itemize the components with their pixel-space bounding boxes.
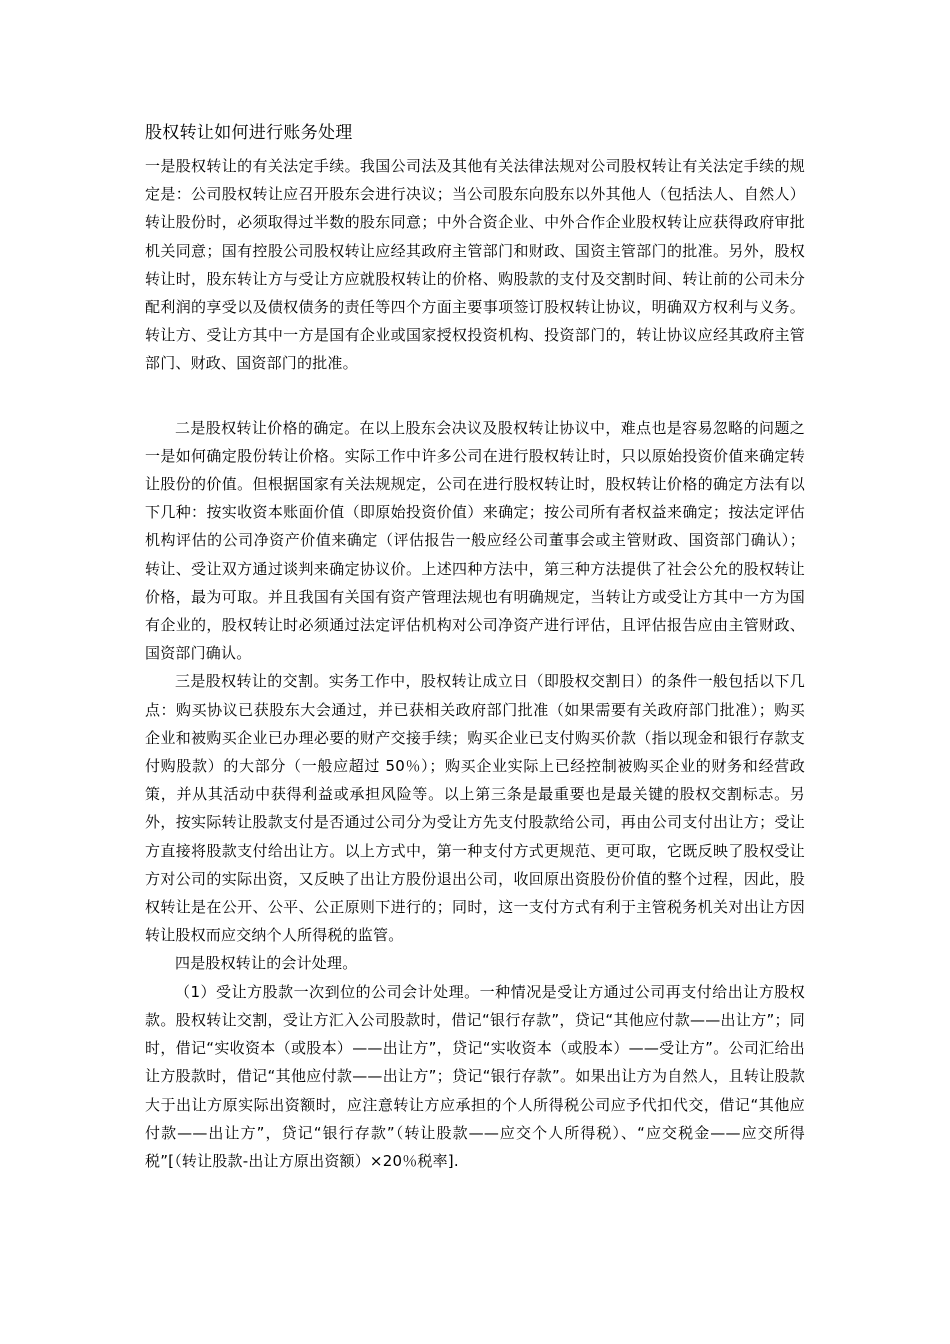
paragraph-legal-procedures: 一是股权转让的有关法定手续。我国公司法及其他有关法律法规对公司股权转让有关法定手续的规定是：公司股权转让应召开股东会进行决议；当公司股东向股东以外其他人（包括法人、自然人）转让股份时，必须取得过半数的股东同意；中外合资企业、中外合作企业股权转让应获得政府审批机关同意；国有控股公司股权转让应经其政府主管部门和财政、国资主管部门的批准。另外，股权转让时，股东转让方与受让方应就股权转让的价格、购股款的支付及交割时间、转让前的公司未分配利润的享受以及债权债务的责任等四个方面主要事项签订股权转让协议，明确双方权利与义务。转让方、受让方其中一方是国有企业或国家授权投资机构、投资部门的，转让协议应经其政府主管部门、财政、国资部门的批准。 [145, 157, 805, 373]
paragraph-delivery: 三是股权转让的交割。实务工作中，股权转让成立日（即股权交割日）的条件一般包括以下几点：购买协议已获股东大会通过，并已获相关政府部门批准（如果需要有关政府部门批准）；购买企业和被购买企业已办理必要的财产交接手续；购买企业已支付购买价款（指以现金和银行存款支付购股款）的大部分（一般应超过 50％）；购买企业实际上已经控制被购买企业的财务和经营政策，并从其活动中获得利益或承担风险等。以上第三条是最重要也是最关键的股权交割标志。另外，按实际转让股款支付是否通过公司分为受让方先支付股款给公司，再由公司支付出让方；受让方直接将股款支付给出让方。以上方式中，第一种支付方式更规范、更可取，它既反映了股权受让方对公司的实际出资，又反映了出让方股份退出公司，收回原出资股份价值的整个过程，因此，股权转让是在公开、公平、公正原则下进行的；同时，这一支付方式有利于主管税务机关对出让方因转让股权而应交纳个人所得税的监管。 [145, 672, 805, 945]
document-title: 股权转让如何进行账务处理 [145, 123, 353, 143]
document-page [145, 118, 805, 1175]
paragraph-accounting-case-1: （1）受让方股款一次到位的公司会计处理。一种情况是受让方通过公司再支付给出让方股权款。股权转让交割，受让方汇入公司股款时，借记“银行存款”，贷记“其他应付款——出让方”；同时，借记“实收资本（或股本）——出让方”，贷记“实收资本（或股本）——受让方”。公司汇给出让方股款时，借记“其他应付款——出让方”；贷记“银行存款”。如果出让方为自然人，且转让股款大于出让方原实际出资额时，应注意转让方应承担的个人所得税公司应予代扣代交，借记“其他应付款——出让方”，贷记“银行存款”（转让股款——应交个人所得税）、“应交税金——应交所得税”[（转让股款-出让方原出资额）×20％税率]. [145, 982, 805, 1170]
paragraph-accounting-heading: 四是股权转让的会计处理。 [175, 954, 358, 973]
paragraph-price-determination: 二是股权转让价格的确定。在以上股东会决议及股权转让协议中，难点也是容易忽略的问题之一是如何确定股份转让价格。实际工作中许多公司在进行股权转让时，只以原始投资价值来确定转让股份的价值。但根据国家有关法规规定，公司在进行股权转让时，股权转让价格的确定方法有以下几种：按实收资本账面价值（即原始投资价值）来确定；按公司所有者权益来确定；按法定评估机构评估的公司净资产价值来确定（评估报告一般应经公司董事会或主管财政、国资部门确认）；转让、受让双方通过谈判来确定协议价。上述四种方法中，第三种方法提供了社会公允的股权转让价格，最为可取。并且我国有关国有资产管理法规也有明确规定，当转让方或受让方其中一方为国有企业的，股权转让时必须通过法定评估机构对公司净资产进行评估，且评估报告应由主管财政、国资部门确认。 [145, 418, 805, 663]
paragraph-gap [145, 378, 805, 414]
